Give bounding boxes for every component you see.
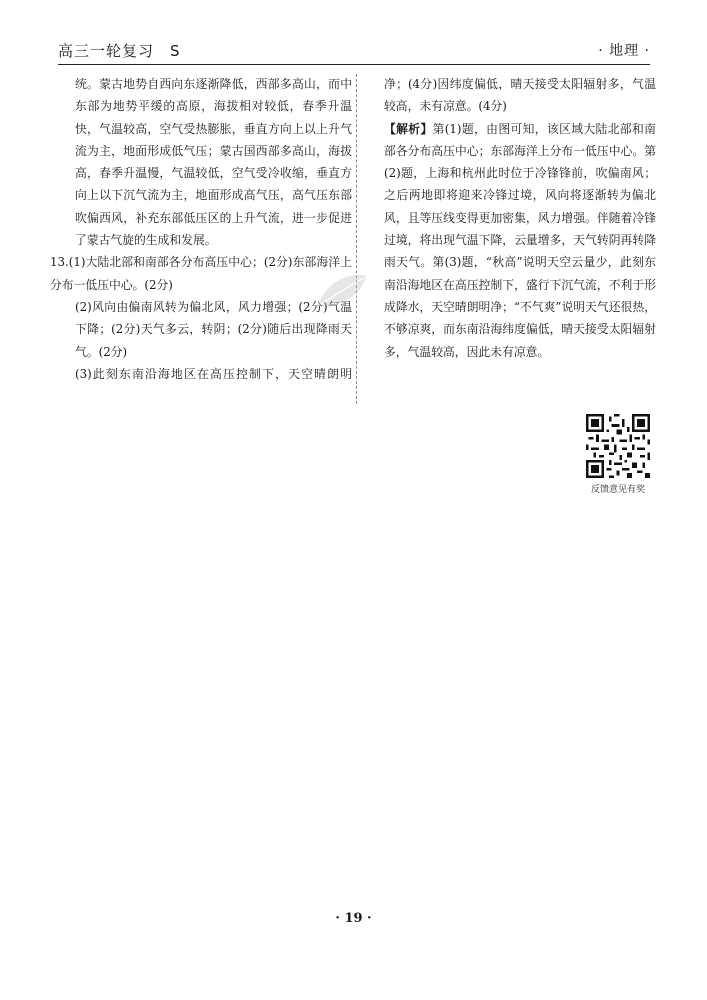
page-number: · 19 · bbox=[335, 911, 372, 926]
right-column bbox=[384, 73, 656, 363]
question-13-part-2: (2)风向由偏南风转为偏北风，风力增强；(2分)气温下降；(2分)天气多云，转阴；(2分)随后出现降雨天气。(2分) bbox=[75, 299, 352, 359]
analysis-text: 第(1)题，由图可知，该区域大陆北部和南部各分布高压中心；东部海洋上分布一低压中心。第(2)题，上海和杭州此时位于冷锋锋前，吹偏南风；之后两地即将迎来冷锋过境，风向将逐渐转为偏北风，且等压线变得更加密集，风力增强。伴随着冷锋过境，将出现气温下降，云量增多，天气转阴再转降雨天气。第(3)题，“秋高”说明天空云量少，此刻东南沿海地区在高压控制下，盛行下沉气流，不利于形成降水，天空晴朗明净；“不气爽”说明天气还很热，不够凉爽，而东南沿海纬度偏低，晴天接受太阳辐射多，气温较高，因此未有凉意。 bbox=[384, 121, 656, 359]
question-13-part-3: (3)此刻东南沿海地区在高压控制下，天空晴朗明 bbox=[75, 366, 352, 381]
qr-caption: 反馈意见有奖 bbox=[590, 485, 645, 495]
header-rule bbox=[58, 64, 650, 65]
question-13-part-3-continued: 净；(4分)因纬度偏低，晴天接受太阳辐射多，气温较高，未有凉意。(4分) bbox=[384, 77, 656, 114]
analysis-paragraph bbox=[384, 118, 656, 363]
page-header bbox=[58, 34, 650, 64]
answer-continuation: 统。蒙古地势自西向东逐渐降低，西部多高山，而中东部为地势平缓的高原，海拔相对较低，春季升温快，气温较高，空气受热膨胀，垂直方向上以上升气流为主，地面形成低气压；蒙古国西部多高山，海拔高，春季升温慢，气温较低，空气受冷收缩，垂直方向上以下沉气流为主，地面形成高气压，高气压东部吹偏西风，补充东部低压区的上升气流，进一步促进了蒙古气旋的生成和发展。 bbox=[75, 77, 352, 248]
left-column bbox=[50, 73, 352, 385]
column-divider bbox=[356, 74, 357, 404]
qr-code-icon[interactable] bbox=[586, 414, 650, 478]
series-title: 高三一轮复习 S bbox=[58, 42, 181, 60]
subject-label: · 地理 · bbox=[598, 43, 650, 59]
leaf-watermark-icon bbox=[312, 270, 370, 312]
analysis-tag: 【解析】 bbox=[384, 121, 433, 136]
question-13-part-1: 13.(1)大陆北部和南部各分布高压中心；(2分)东部海洋上分布一低压中心。(2分) bbox=[50, 255, 352, 292]
